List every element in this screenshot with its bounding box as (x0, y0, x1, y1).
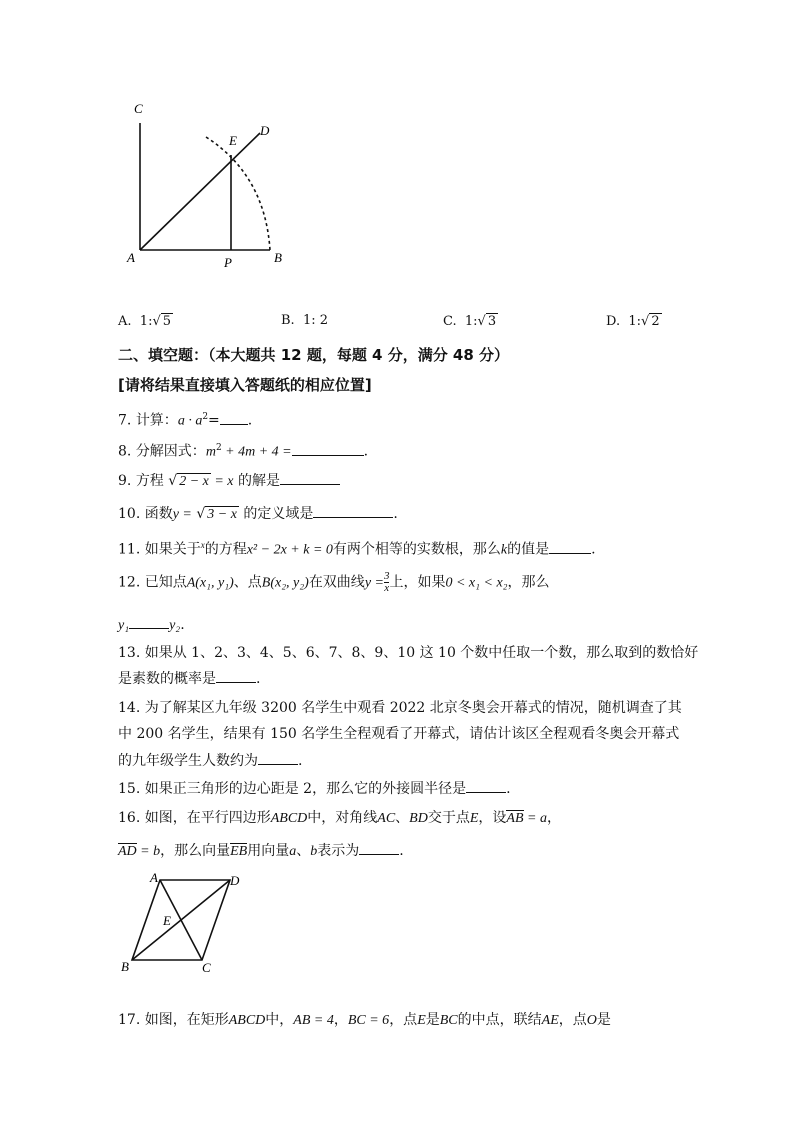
question-12-line-2: y₁ y₂. (118, 614, 185, 636)
label-b: B (121, 959, 129, 974)
option-b-text: 1: 2 (302, 313, 329, 328)
segment-ad (140, 133, 260, 250)
option-c[interactable]: C. 1:√ 3 (443, 314, 497, 329)
question-13: 13. 如果从 1、2、3、4、5、6、7、8、9、10 这 10 个数中任取一个数，那么取到的数恰好 (118, 645, 699, 661)
answer-blank-12[interactable] (129, 614, 169, 629)
option-d[interactable]: D. 1:√ 2 (606, 314, 660, 329)
option-d-label: D. (606, 314, 621, 329)
geometry-figure-2 (118, 868, 248, 978)
section-instruction: [请将结果直接填入答题纸的相应位置] (118, 376, 372, 394)
question-8: 8. 分解因式：$m^2 + 4m + 4$ = . (118, 438, 368, 463)
answer-blank-9[interactable] (280, 470, 340, 485)
option-c-radicand: 3 (487, 314, 497, 329)
option-b-label: B. (281, 313, 295, 328)
label-d: D (230, 873, 240, 888)
label-e: E (229, 133, 237, 148)
section-title: 二、填空题：（本大题共 12 题，每题 4 分，满分 48 分） (118, 346, 510, 364)
option-a-radicand: 5 (162, 314, 172, 329)
option-d-radicand: 2 (651, 314, 660, 329)
option-a[interactable]: A. 1:√ 5 (118, 314, 172, 329)
question-14-line-2: 中 200 名学生，结果有 150 名学生全程观看了开幕式，请估计该区全程观看冬奥会开幕式 (118, 726, 680, 742)
question-10: 10. 函数y = √ 3 − x 的定义域是 . (118, 503, 398, 525)
label-a: A (150, 870, 158, 885)
answer-blank-10[interactable] (313, 503, 393, 518)
answer-blank-15[interactable] (466, 778, 506, 793)
answer-blank-8[interactable] (292, 441, 364, 456)
answer-blank-13[interactable] (216, 668, 256, 683)
label-d: D (260, 123, 270, 138)
option-b[interactable] (281, 313, 328, 328)
option-c-text: 1: (464, 314, 478, 329)
question-9: 9. 方程 √ 2 − x = x 的解是 (118, 470, 340, 492)
question-15: 15. 如果正三角形的边心距是 2，那么它的外接圆半径是 . (118, 778, 511, 799)
question-13-line-2: 是素数的概率是 . (118, 668, 260, 689)
label-a: A (127, 250, 135, 265)
question-11: 11. 如果关于$^x$的方程x² − 2x + k = 0有两个相等的实数根，那么k的值是 . (118, 540, 596, 558)
label-b: B (274, 250, 282, 265)
option-c-label: C. (443, 314, 457, 329)
geometry-figure-1 (120, 95, 300, 275)
question-17: 17. 如图，在矩形ABCD中，AB = 4，BC = 6，点E是BC的中点，联结AE，点O是 (118, 1012, 611, 1028)
answer-blank-11[interactable] (549, 539, 591, 554)
question-14: 14. 为了解某区九年级 3200 名学生中观看 2022 北京冬奥会开幕式的情况，随机调查了其 (118, 700, 682, 716)
question-16-line-2: AD = b，那么向量EB用向量a、b表示为 . (118, 840, 404, 862)
question-16: 16. 如图，在平行四边形ABCD中，对角线AC、BD交于点E，设AB = a， (118, 810, 561, 826)
label-c: C (134, 101, 143, 116)
question-14-line-3: 的九年级学生人数约为 . (118, 750, 302, 771)
label-e: E (163, 913, 171, 928)
answer-blank-14[interactable] (258, 750, 298, 765)
option-a-text: 1: (139, 314, 153, 329)
question-7: 7. 计算：$a \cdot a^2=$ . (118, 407, 252, 432)
option-a-label: A. (118, 314, 132, 329)
option-d-text: 1: (628, 314, 642, 329)
answer-blank-7[interactable] (220, 410, 248, 425)
label-p: P (224, 255, 232, 270)
question-12: 12. 已知点A(x₁, y₁)、点B(x₂, y₂)在双曲线y = $\frac{3}{x}$ 上，如果0 < x₁ < x₂，那么 (118, 570, 550, 594)
label-c: C (202, 960, 211, 975)
answer-blank-16[interactable] (359, 840, 399, 855)
